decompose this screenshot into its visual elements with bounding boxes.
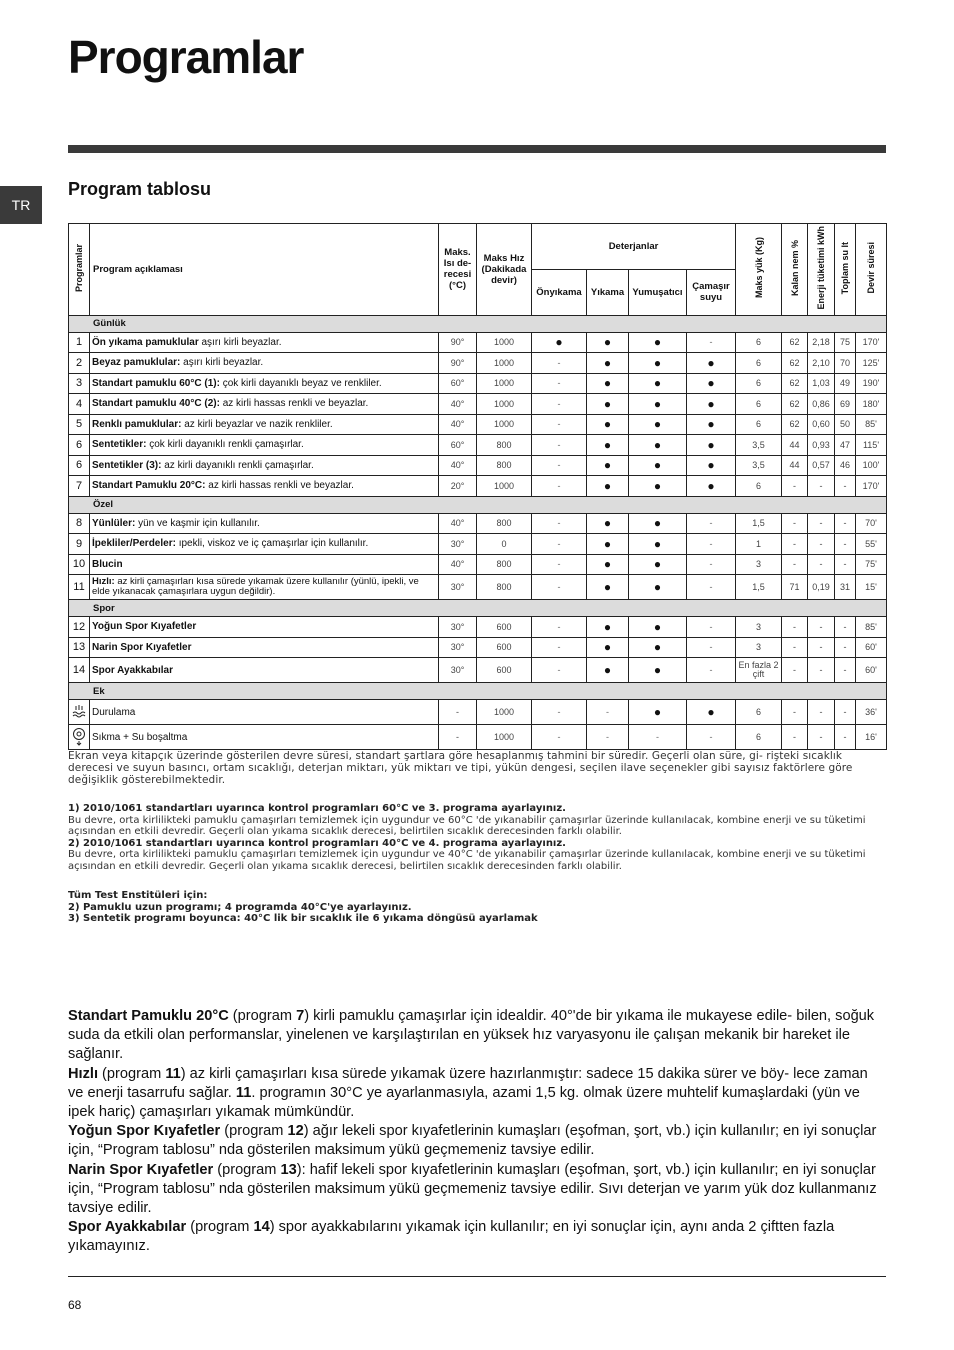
col-header-description: Program açıklaması [90, 224, 439, 316]
tests-item-2: 3) Sentetik programı boyunca: 40°C lik bir sıcaklık ile 6 yıkama döngüsü ayarlamak [68, 913, 538, 924]
paragraph-program-14: Spor Ayakkabılar (program 14) spor ayakkabılarını yıkamak için kullanılır; en iyi sonuçlar için, aynı anda 2 çiftten fazla yıkamayınız. [68, 1219, 835, 1255]
section-row-spor: Spor [69, 600, 887, 617]
note-2-title: 2) 2010/1061 standartları uyarınca kontrol programları 40°C ve 4. programa ayarlayınız. [68, 837, 566, 849]
program-table [68, 223, 887, 750]
table-row: 11 Hızlı: az kirli çamaşırları kısa sürede yıkamak üzere kullanılır (yünlü, ipekli, ve elde yıkanacak çamaşırlara uygun değildir). 30° 800 - ● ● - 1,5 71 0,19 31 15' [69, 575, 887, 600]
note-2-text: Bu devre, orta kirlilikteki pamuklu çamaşırları temizlemek için uygundur ve 40°C 'de yıkanabilir çamaşırlar üzerinde kullanılacak, kombine enerji ve su tüketimi açısından en etkili devredir. Geçerli olan yıkama sıcaklık derecesi, belirtilen sıcaklık derecesinden farklı olabilir. [68, 849, 866, 872]
col-header-energy: Enerji tüketimi kWh [808, 224, 835, 316]
table-row: 13 Narin Spor Kıyafetler 30° 600 - ● ● - 3 - - - 60' [69, 637, 887, 658]
footer-divider [68, 1276, 886, 1277]
col-header-residual-moisture: Kalan nem % [782, 224, 808, 316]
paragraph-program-7: Standart Pamuklu 20°C (program 7) kirli pamuklu çamaşırlar için idealdir. 40°'de bir yıkama ile mukayese edile- bilen, soğuk suda da etkili olan performanslar, yinelenen ve karşılaştırılan en yüksek hız varyasyonu ile çalışan mekanik bir hareket ile sağlanır. [68, 1008, 875, 1063]
test-institutes-notes [68, 890, 886, 925]
table-row: 6 Sentetikler (3): az kirli dayanıklı renkli çamaşırlar. 40° 800 - ● ● ● 3,5 44 0,57 46 100' [69, 455, 887, 476]
page-title: Programlar [68, 31, 304, 83]
note-1-text: Bu devre, orta kirlilikteki pamuklu çamaşırları temizlemek için uygundur ve 60°C 'de yıkanabilir çamaşırlar üzerinde kullanılacak, kombine enerji ve su tüketimi açısından en etkili devredir. Geçerli olan yıkama sıcaklık derecesi, belirtilen sıcaklık derecesinden farklı olabilir. [68, 814, 866, 837]
col-header-duration: Devir süresi [856, 224, 887, 316]
col-header-programlar: Programlar [69, 224, 90, 316]
col-header-softener: Yumuşatıcı [629, 269, 687, 315]
table-row: Durulama - 1000 - - ● ● 6 - - - 36' [69, 700, 887, 725]
section-row-gunluk: Günlük [69, 315, 887, 332]
col-header-prewash: Önyıkama [532, 269, 587, 315]
title-divider [68, 145, 886, 153]
col-header-water: Toplam su lt [835, 224, 856, 316]
table-row: 3 Standart pamuklu 60°C (1): çok kirli dayanıklı beyaz ve renkliler. 60° 1000 - ● ● ● 6 62 1,03 49 190' [69, 373, 887, 394]
table-row: 10 Blucin 40° 800 - ● ● - 3 - - - 75' [69, 554, 887, 575]
col-header-max-load: Maks yük (Kg) [736, 224, 782, 316]
standards-notes [68, 803, 886, 872]
table-row: 12 Yoğun Spor Kıyafetler 30° 600 - ● ● - 3 - - - 85' [69, 617, 887, 638]
table-row: 14 Spor Ayakkabılar 30° 600 - ● ● - En fazla 2 çift - - - 60' [69, 658, 887, 683]
spin-drain-icon [71, 727, 87, 747]
tests-item-1: 2) Pamuklu uzun programı; 4 programda 40°C'ye ayarlayınız. [68, 901, 412, 913]
page-number: 68 [68, 1298, 82, 1312]
program-descriptions [68, 1007, 886, 1257]
section-row-ozel: Özel [69, 496, 887, 513]
paragraph-program-11: Hızlı (program 11) az kirli çamaşırları kısa sürede yıkamak üzere hazırlanmıştır: sadece 15 dakika sürer ve böy- lece zaman ve enerji tasarrufu sağlar. 11. programın 30°C ye ayarlanmasıyla, azami 1,5 kg. olmak üzere muhtelif kumaşlardaki (yün ve ipek hariç) çamaşırları yıkamak mümkündür. [68, 1065, 868, 1121]
table-row: 2 Beyaz pamuklular: aşırı kirli beyazlar. 90° 1000 - ● ● ● 6 62 2,10 70 125' [69, 353, 887, 374]
table-row: 4 Standart pamuklu 40°C (2): az kirli hassas renkli ve beyazlar. 40° 1000 - ● ● ● 6 62 0,86 69 180' [69, 394, 887, 415]
table-row: 6 Sentetikler: çok kirli dayanıklı renkli çamaşırlar. 60° 800 - ● ● ● 3,5 44 0,93 47 115' [69, 435, 887, 456]
paragraph-program-13: Narin Spor Kıyafetler (program 13): hafif lekeli spor kıyafetlerinin kumaşları (eşofman, şort, vb.) için kullanılır; en iyi sonuçlar için, “Program tablosu” nda gösterilen maksimum yükü geçmemeniz tavsiye edilir. Sıvı deterjan ve yarım yük doz kullanmanız tavsiye edilir. [68, 1161, 877, 1217]
table-row: 8 Yünlüler: yün ve kaşmir için kullanılır. 40° 800 - ● ● - 1,5 - - - 70' [69, 513, 887, 534]
language-tab: TR [0, 186, 42, 224]
section-row-ek: Ek [69, 683, 887, 700]
table-row: 5 Renklı pamuklular: az kirli beyazlar ve nazik renkliler. 40° 1000 - ● ● ● 6 62 0,60 50 85' [69, 414, 887, 435]
col-header-max-speed: Maks Hız (Dakikada devir) [477, 224, 532, 316]
col-header-detergents: Deterjanlar [532, 224, 736, 270]
duration-note: Ekran veya kitapçık üzerinde gösterilen devre süresi, standart şartlara göre hesaplanmış tahmini bir süredir. Geçerli olan süre, gi- rişteki sıcaklık derecesi ve suyun basıncı, ortam sıcaklığı, deterjan miktarı, yük miktarı ve tipi, yükün dengesi, seçilen ilave seçenekler gibi sayısız faktörlere göre değişiklik gösterebilmektedir. [68, 750, 853, 786]
rinse-icon [71, 704, 87, 720]
table-row: 1 Ön yıkama pamuklular aşırı kirli beyazlar. 90° 1000 ● ● ● - 6 62 2,18 75 170' [69, 332, 887, 353]
col-header-bleach: Çamaşır suyu [687, 269, 736, 315]
tests-title: Tüm Test Enstitüleri için: [68, 890, 208, 901]
paragraph-program-12: Yoğun Spor Kıyafetler (program 12) ağır lekeli spor kıyafetlerinin kumaşları (eşofman, şort, vb.) için kullanılır; en iyi sonuçlar için, “Program tablosu” nda gösterilen maksimum yükü geçmemeniz tavsiye edilir. [68, 1123, 877, 1159]
col-header-max-temp: Maks. Isı de- recesi (°C) [439, 224, 477, 316]
table-row: Sıkma + Su boşaltma - 1000 - - - - 6 - - - 16' [69, 725, 887, 750]
table-row: 9 İpekliler/Perdeler: ıpekli, viskoz ve iç çamaşırlar için kullanılır. 30° 0 - ● ● - 1 - - - 55' [69, 534, 887, 555]
col-header-wash: Yıkama [587, 269, 629, 315]
note-1-title: 1) 2010/1061 standartları uyarınca kontrol programları 60°C ve 3. programa ayarlayınız. [68, 803, 566, 814]
section-title: Program tablosu [68, 179, 212, 199]
table-row: 7 Standart Pamuklu 20°C: az kirli hassas renkli ve beyazlar. 20° 1000 - ● ● ● 6 - - - 170' [69, 476, 887, 497]
